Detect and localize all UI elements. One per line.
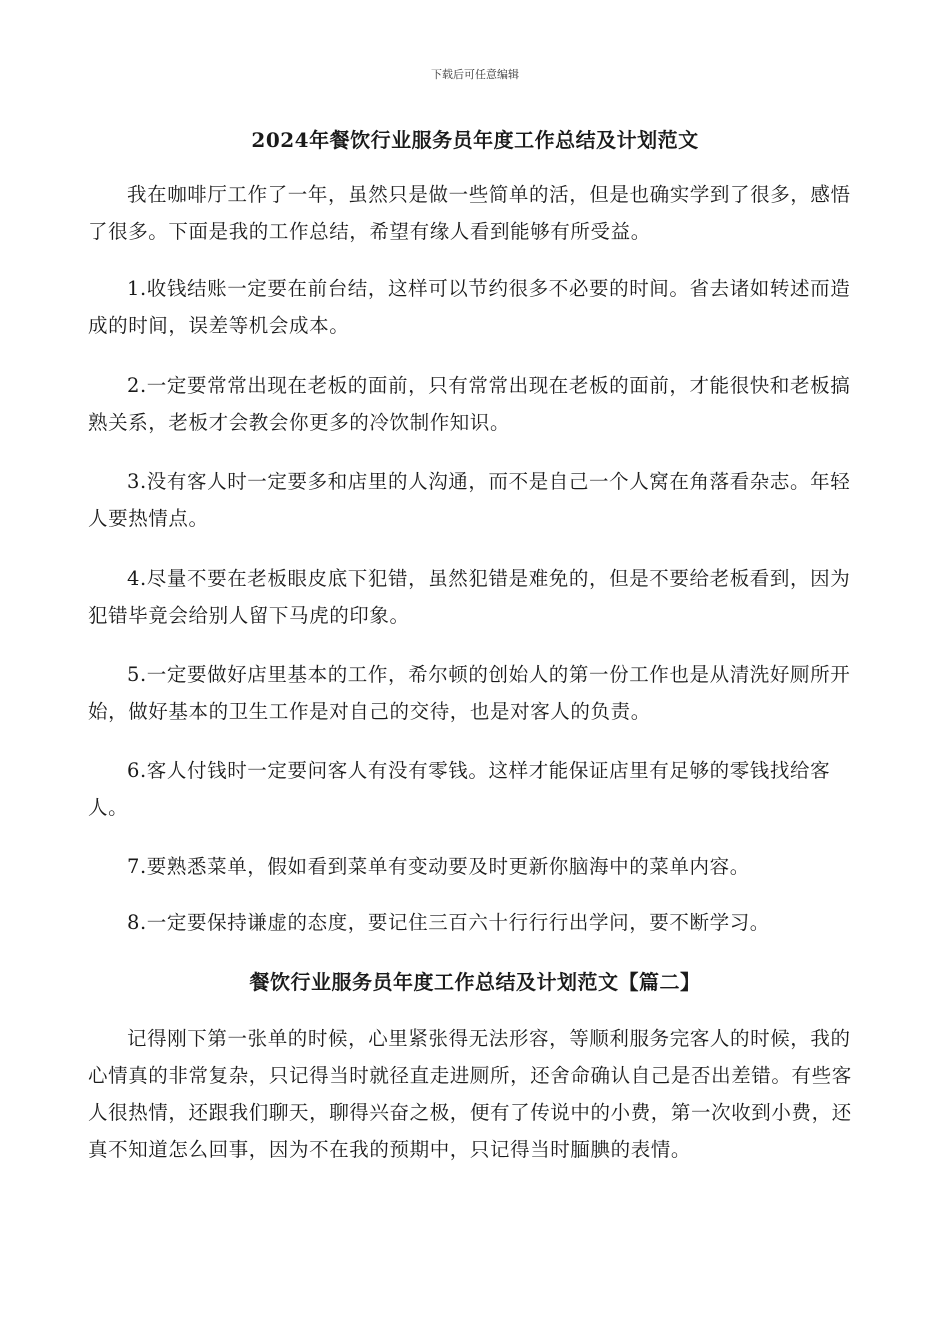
header-note: 下载后可任意编辑 — [431, 68, 519, 81]
list-item-8: 8.一定要保持谦虚的态度，要记住三百六十行行行出学问，要不断学习。 — [127, 911, 770, 934]
document-title: 2024年餐饮行业服务员年度工作总结及计划范文 — [251, 128, 699, 152]
list-item-6: 6.客人付钱时一定要问客人有没有零钱。这样才能保证店里有足够的零钱找给客人。 — [88, 759, 831, 819]
list-item-5: 5.一定要做好店里基本的工作，希尔顿的创始人的第一份工作也是从清洗好厕所开始，做好基本的卫生工作是对自己的交待，也是对客人的负责。 — [88, 663, 851, 723]
list-item-3: 3.没有客人时一定要多和店里的人沟通，而不是自己一个人窝在角落看杂志。年轻人要热情点。 — [88, 470, 851, 530]
section-2-paragraph: 记得刚下第一张单的时候，心里紧张得无法形容，等顺利服务完客人的时候，我的心情真的非常复杂，只记得当时就径直走进厕所，还舍命确认自己是否出差错。有些客人很热情，还跟我们聊天，聊得兴奋之极，便有了传说中的小费，第一次收到小费，还真不知道怎么回事，因为不在我的预期中，只记得当时腼腆的表情。 — [88, 1027, 852, 1161]
list-item-1: 1.收钱结账一定要在前台结，这样可以节约很多不必要的时间。省去诸如转述而造成的时间，误差等机会成本。 — [88, 277, 851, 337]
list-item-7: 7.要熟悉菜单，假如看到菜单有变动要及时更新你脑海中的菜单内容。 — [127, 855, 750, 878]
list-item-2: 2.一定要常常出现在老板的面前，只有常常出现在老板的面前，才能很快和老板搞熟关系，老板才会教会你更多的冷饮制作知识。 — [88, 374, 851, 434]
section-2-title: 餐饮行业服务员年度工作总结及计划范文【篇二】 — [249, 970, 701, 994]
list-item-4: 4.尽量不要在老板眼皮底下犯错，虽然犯错是难免的，但是不要给老板看到，因为犯错毕竟会给别人留下马虎的印象。 — [88, 567, 851, 627]
intro-paragraph: 我在咖啡厅工作了一年，虽然只是做一些简单的活，但是也确实学到了很多，感悟了很多。下面是我的工作总结，希望有缘人看到能够有所受益。 — [88, 183, 851, 243]
